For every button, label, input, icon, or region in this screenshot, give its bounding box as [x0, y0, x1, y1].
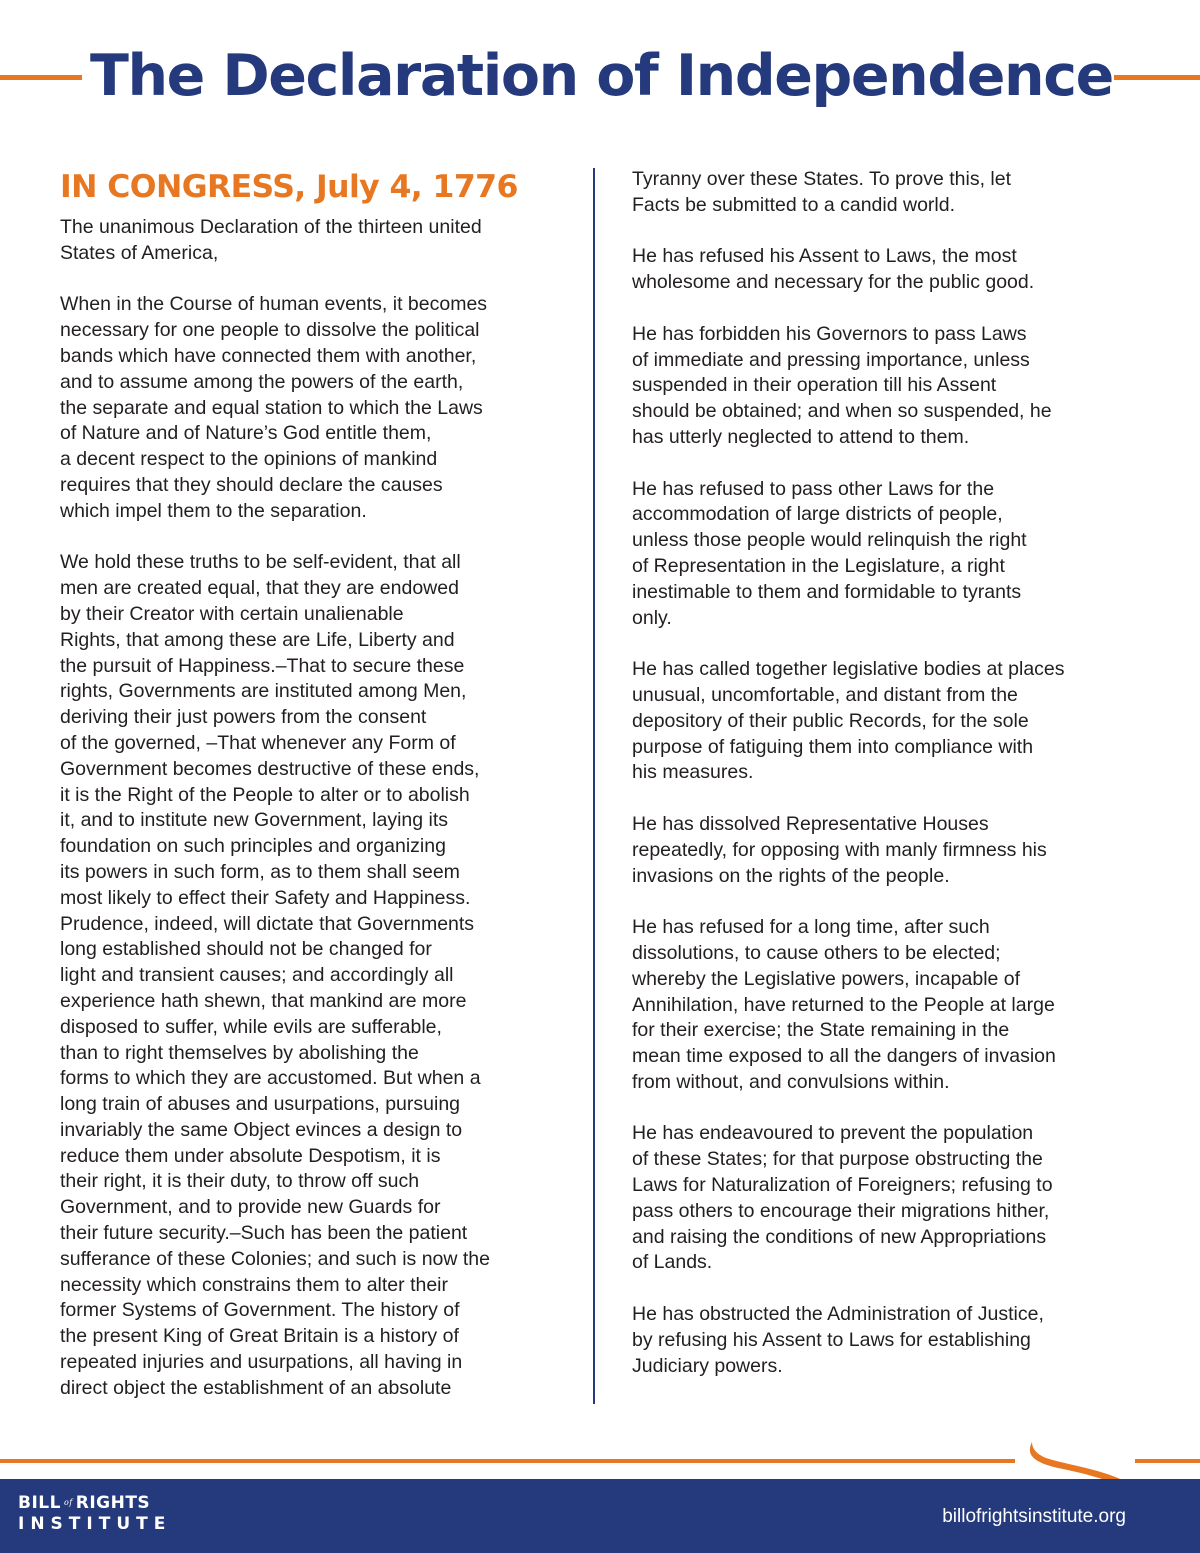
- text-line: pass others to encourage their migrations hither,: [632, 1199, 1050, 1222]
- text-line: Facts be submitted to a candid world.: [632, 193, 955, 216]
- text-line: Prudence, indeed, will dictate that Governments: [60, 912, 475, 935]
- text-line: inestimable to them and formidable to tyrants: [632, 580, 1022, 603]
- text-line: He has obstructed the Administration of Justice,: [632, 1303, 1044, 1326]
- text-line: invasions on the rights of the people.: [632, 864, 950, 887]
- text-line: of Lands.: [632, 1251, 713, 1274]
- text-line: requires that they should declare the causes: [60, 473, 443, 496]
- text-line: depository of their public Records, for the sole: [632, 709, 1029, 732]
- text-line: Rights, that among these are Life, Liberty and: [60, 628, 455, 651]
- text-line: of immediate and pressing importance, unless: [632, 348, 1030, 371]
- text-line: it, and to institute new Government, laying its: [60, 809, 449, 832]
- text-line: which impel them to the separation.: [60, 499, 367, 522]
- paragraph: [632, 657, 1152, 786]
- text-line: most likely to effect their Safety and Happiness.: [60, 886, 471, 909]
- text-line: long established should not be changed for: [60, 938, 432, 961]
- right-paragraphs: [632, 167, 1152, 1379]
- text-line: of Nature and of Nature’s God entitle them,: [60, 422, 432, 445]
- paragraph: [632, 812, 1152, 889]
- text-line: He has called together legislative bodies at places: [632, 658, 1065, 681]
- text-line: Annihilation, have returned to the People at large: [632, 993, 1055, 1016]
- text-line: States of America,: [60, 241, 219, 264]
- text-line: a decent respect to the opinions of mankind: [60, 448, 438, 471]
- text-line: Laws for Naturalization of Foreigners; refusing to: [632, 1174, 1053, 1197]
- text-line: by refusing his Assent to Laws for establishing: [632, 1328, 1031, 1351]
- text-line: the pursuit of Happiness.–That to secure these: [60, 654, 465, 677]
- text-line: whereby the Legislative powers, incapable of: [632, 967, 1021, 990]
- text-line: He has dissolved Representative Houses: [632, 812, 989, 835]
- text-line: Judiciary powers.: [632, 1354, 783, 1377]
- paragraph: [632, 244, 1152, 296]
- text-line: by their Creator with certain unalienable: [60, 602, 404, 625]
- left-column: [60, 167, 570, 1402]
- text-line: his measures.: [632, 761, 754, 784]
- text-line: He has forbidden his Governors to pass Laws: [632, 322, 1027, 345]
- text-line: purpose of fatiguing them into compliance with: [632, 735, 1034, 758]
- text-line: The unanimous Declaration of the thirteen united: [60, 216, 482, 238]
- text-line: has utterly neglected to attend to them.: [632, 425, 970, 448]
- text-line: Government becomes destructive of these ends,: [60, 757, 480, 780]
- text-line: should be obtained; and when so suspended, he: [632, 400, 1052, 423]
- paragraph: [632, 915, 1152, 1096]
- paragraph: [632, 322, 1152, 451]
- text-line: the present King of Great Britain is a history of: [60, 1325, 459, 1348]
- logo-institute: INSTITUTE: [18, 1514, 172, 1534]
- text-line: direct object the establishment of an absolute: [60, 1376, 452, 1399]
- text-line: He has refused to pass other Laws for the: [632, 477, 995, 500]
- text-line: former Systems of Government. The history of: [60, 1299, 460, 1322]
- text-line: of these States; for that purpose obstructing the: [632, 1148, 1043, 1171]
- page-title: The Declaration of Independence: [90, 43, 1113, 109]
- text-line: foundation on such principles and organizing: [60, 835, 446, 858]
- footer-rule: [0, 1459, 1015, 1463]
- text-line: for their exercise; the State remaining in the: [632, 1019, 1010, 1042]
- text-line: disposed to suffer, while evils are sufferable,: [60, 1015, 442, 1038]
- paragraph: [60, 292, 570, 524]
- left-paragraphs: [60, 292, 570, 1401]
- text-line: reduce them under absolute Despotism, it is: [60, 1144, 441, 1167]
- logo-rights: RIGHTS: [75, 1493, 151, 1513]
- text-line: experience hath shewn, that mankind are more: [60, 989, 467, 1012]
- text-line: rights, Governments are instituted among Men,: [60, 680, 467, 703]
- text-line: repeated injuries and usurpations, all having in: [60, 1351, 463, 1374]
- text-line: wholesome and necessary for the public good.: [632, 271, 1035, 294]
- text-line: their future security.–Such has been the patient: [60, 1222, 468, 1245]
- text-line: We hold these truths to be self-evident, that all: [60, 551, 461, 574]
- logo-of: of: [63, 1498, 73, 1507]
- text-line: their right, it is their duty, to throw off such: [60, 1170, 420, 1193]
- text-line: invariably the same Object evinces a design to: [60, 1118, 463, 1141]
- text-line: light and transient causes; and accordingly all: [60, 964, 454, 987]
- text-line: only.: [632, 606, 672, 629]
- text-line: Tyranny over these States. To prove this, let: [632, 168, 1012, 190]
- text-line: Government, and to provide new Guards for: [60, 1196, 441, 1219]
- text-line: its powers in such form, as to them shall seem: [60, 860, 460, 883]
- column-divider: [593, 168, 595, 1404]
- footer-url[interactable]: billofrightsinstitute.org: [942, 1506, 1126, 1527]
- text-line: of the governed, –That whenever any Form of: [60, 731, 456, 754]
- text-line: deriving their just powers from the consent: [60, 706, 427, 729]
- text-line: necessary for one people to dissolve the political: [60, 319, 480, 342]
- title-rule-right: [1114, 75, 1200, 80]
- text-line: and to assume among the powers of the earth,: [60, 370, 464, 393]
- text-line: When in the Course of human events, it becomes: [60, 293, 488, 316]
- subheading: [60, 215, 570, 267]
- text-line: mean time exposed to all the dangers of invasion: [632, 1045, 1056, 1068]
- text-line: forms to which they are accustomed. But when a: [60, 1067, 481, 1090]
- bill-of-rights-institute-logo: [18, 1493, 171, 1535]
- text-line: from without, and convulsions within.: [632, 1070, 950, 1093]
- text-line: dissolutions, to cause others to be elected;: [632, 941, 1001, 964]
- text-line: He has refused his Assent to Laws, the most: [632, 245, 1017, 268]
- text-line: unless those people would relinquish the right: [632, 529, 1027, 552]
- text-line: repeatedly, for opposing with manly firmness his: [632, 838, 1047, 861]
- text-line: sufferance of these Colonies; and such is now the: [60, 1247, 490, 1270]
- text-line: bands which have connected them with another,: [60, 344, 477, 367]
- paragraph: [632, 1121, 1152, 1276]
- text-line: He has endeavoured to prevent the population: [632, 1122, 1034, 1145]
- text-line: men are created equal, that they are endowed: [60, 577, 459, 600]
- paragraph: [632, 477, 1152, 632]
- text-line: than to right themselves by abolishing the: [60, 1041, 419, 1064]
- paragraph: [632, 1302, 1152, 1379]
- text-line: accommodation of large districts of people,: [632, 503, 1003, 526]
- paragraph: [60, 550, 570, 1401]
- text-line: He has refused for a long time, after such: [632, 916, 990, 939]
- text-line: necessity which constrains them to alter their: [60, 1273, 449, 1296]
- text-line: it is the Right of the People to alter or to abolish: [60, 783, 470, 806]
- logo-bill: BILL: [18, 1493, 61, 1513]
- right-column: [632, 167, 1152, 1379]
- text-line: long train of abuses and usurpations, pursuing: [60, 1093, 461, 1116]
- text-line: suspended in their operation till his Assent: [632, 374, 997, 397]
- text-line: unusual, uncomfortable, and distant from the: [632, 683, 1018, 706]
- text-line: of Representation in the Legislature, a right: [632, 554, 1005, 577]
- text-line: and raising the conditions of new Appropriations: [632, 1225, 1047, 1248]
- text-line: the separate and equal station to which the Laws: [60, 396, 483, 419]
- paragraph: [632, 167, 1152, 219]
- congress-heading: IN CONGRESS, July 4, 1776: [60, 169, 518, 205]
- title-rule-left: [0, 75, 82, 80]
